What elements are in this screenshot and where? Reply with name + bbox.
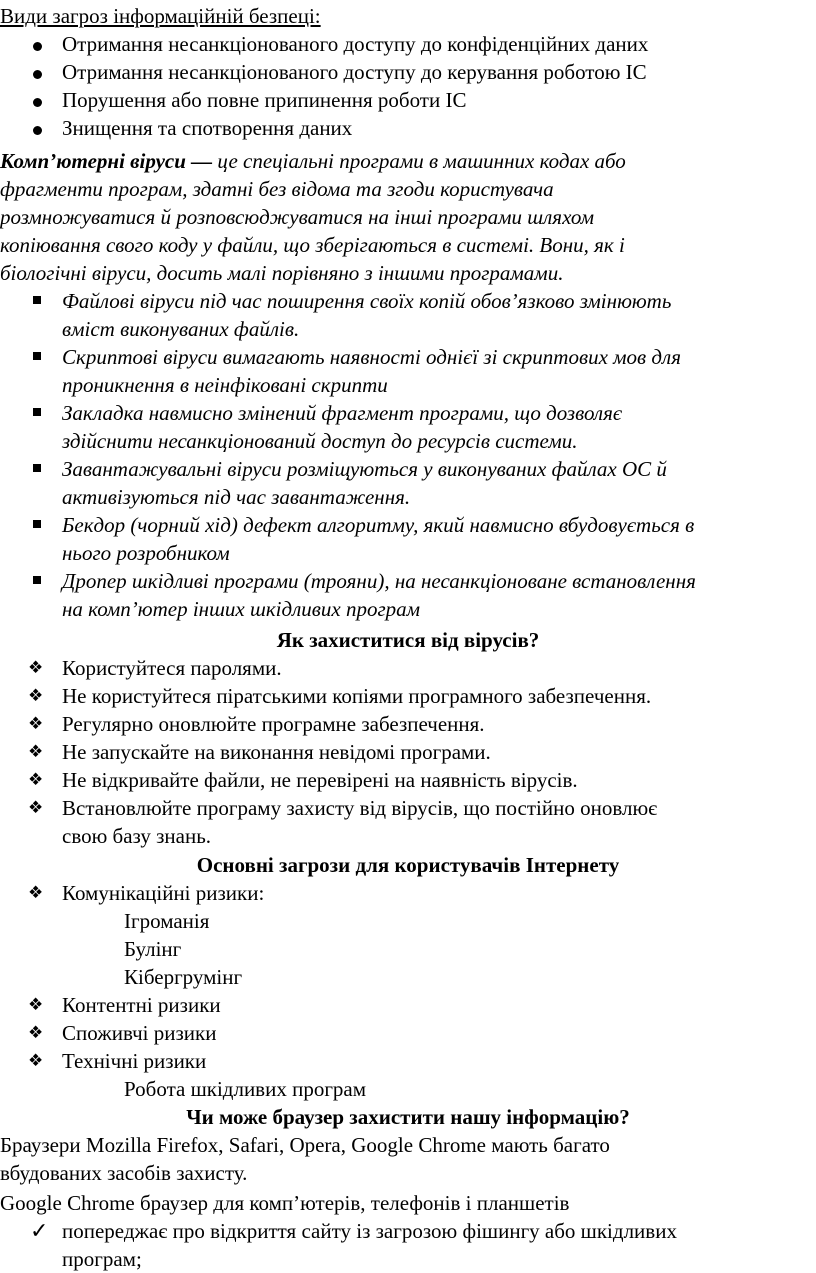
- risk-subitem: Булінг: [124, 937, 182, 961]
- bullet-dot-icon: [33, 70, 42, 79]
- list-item-continued: програм;: [62, 1247, 142, 1271]
- list-item-continued: здійснити несанкціонований доступ до ресурсів системи.: [62, 429, 578, 453]
- diamond-bullet-icon: ❖: [28, 714, 44, 733]
- virus-definition-line: [0, 147, 626, 175]
- bullet-square-icon: [33, 520, 41, 528]
- risk-consumer: Споживчі ризики: [62, 1021, 217, 1045]
- virus-definition-line: біологічні віруси, досить малі порівняно з іншими програмами.: [0, 261, 564, 285]
- list-item: Не відкривайте файли, не перевірені на наявність вірусів.: [62, 768, 578, 792]
- list-item-continued: активізуються під час завантаження.: [62, 485, 411, 509]
- browser-text-line: вбудованих засобів захисту.: [0, 1161, 248, 1185]
- bullet-square-icon: [33, 296, 41, 304]
- list-item: Завантажувальні віруси розміщуються у виконуваних файлах ОС й: [62, 457, 667, 481]
- virus-definition-line: копіювання свого коду у файли, що зберігаються в системі. Вони, як і: [0, 233, 625, 257]
- list-item: Отримання несанкціонованого доступу до конфіденційних даних: [62, 32, 649, 56]
- risk-subitem: Кібергрумінг: [124, 965, 243, 989]
- list-item-continued: проникнення в неінфіковані скрипти: [62, 373, 388, 397]
- list-item: Закладка навмисно змінений фрагмент програми, що дозволяє: [62, 401, 623, 425]
- bullet-dot-icon: [33, 126, 42, 135]
- browser-heading: Чи може браузер захистити нашу інформацію?: [186, 1105, 630, 1129]
- list-item-continued: вміст виконуваних файлів.: [62, 317, 300, 341]
- virus-term: Комп’ютерні віруси —: [0, 149, 213, 173]
- risk-communication: Комунікаційні ризики:: [62, 881, 265, 905]
- diamond-bullet-icon: ❖: [28, 883, 44, 902]
- list-item: Не запускайте на виконання невідомі програми.: [62, 740, 491, 764]
- bullet-square-icon: [33, 576, 41, 584]
- checkmark-icon: ✓: [30, 1218, 49, 1243]
- list-item: Скриптові віруси вимагають наявності однієї зі скриптових мов для: [62, 345, 681, 369]
- list-item: Не користуйтеся піратськими копіями програмного забезпечення.: [62, 684, 652, 708]
- list-item: Дропер шкідливі програми (трояни), на несанкціоноване встановлення: [62, 569, 696, 593]
- diamond-bullet-icon: ❖: [28, 686, 44, 705]
- list-item: Знищення та спотворення даних: [62, 116, 353, 140]
- risk-content: Контентні ризики: [62, 993, 221, 1017]
- virus-definition-line: фрагменти програм, здатні без відома та згоди користувача: [0, 177, 554, 201]
- internet-heading: Основні загрози для користувачів Інтернету: [196, 853, 620, 877]
- diamond-bullet-icon: ❖: [28, 1023, 44, 1042]
- diamond-bullet-icon: ❖: [28, 798, 44, 817]
- browser-text-line: Google Chrome браузер для комп’ютерів, телефонів і планшетів: [0, 1191, 570, 1215]
- bullet-square-icon: [33, 464, 41, 472]
- list-item: Файлові віруси під час поширення своїх копій обов’язково змінюють: [62, 289, 672, 313]
- virus-definition-text: це спеціальні програми в машинних кодах або: [212, 149, 626, 173]
- bullet-square-icon: [33, 408, 41, 416]
- diamond-bullet-icon: ❖: [28, 742, 44, 761]
- virus-definition-line: розмножуватися й розповсюджуватися на інші програми шляхом: [0, 205, 594, 229]
- list-item-continued: свою базу знань.: [62, 824, 212, 848]
- list-item: Регулярно оновлюйте програмне забезпечення.: [62, 712, 485, 736]
- risk-technical: Технічні ризики: [62, 1049, 207, 1073]
- bullet-dot-icon: [33, 42, 42, 51]
- list-item: Порушення або повне припинення роботи ІС: [62, 88, 467, 112]
- list-item: Бекдор (чорний хід) дефект алгоритму, який навмисно вбудовується в: [62, 513, 695, 537]
- browser-text-line: Браузери Mozilla Firefox, Safari, Opera, Google Chrome мають багато: [0, 1133, 610, 1157]
- list-item: Отримання несанкціонованого доступу до керування роботою ІС: [62, 60, 647, 84]
- risk-subitem: Ігроманія: [124, 909, 210, 933]
- diamond-bullet-icon: ❖: [28, 658, 44, 677]
- bullet-dot-icon: [33, 98, 42, 107]
- list-item-continued: нього розробником: [62, 541, 230, 565]
- list-item: Встановлюйте програму захисту від вірусів, що постійно оновлює: [62, 796, 658, 820]
- diamond-bullet-icon: ❖: [28, 995, 44, 1014]
- list-item: попереджає про відкриття сайту із загрозою фішингу або шкідливих: [62, 1219, 677, 1243]
- threats-heading: Види загроз інформаційній безпеці:: [0, 4, 321, 28]
- diamond-bullet-icon: ❖: [28, 770, 44, 789]
- risk-subitem: Робота шкідливих програм: [124, 1077, 367, 1101]
- list-item-continued: на комп’ютер інших шкідливих програм: [62, 597, 421, 621]
- diamond-bullet-icon: ❖: [28, 1051, 44, 1070]
- protect-heading: Як захиститися від вірусів?: [276, 628, 540, 652]
- bullet-square-icon: [33, 352, 41, 360]
- list-item: Користуйтеся паролями.: [62, 656, 282, 680]
